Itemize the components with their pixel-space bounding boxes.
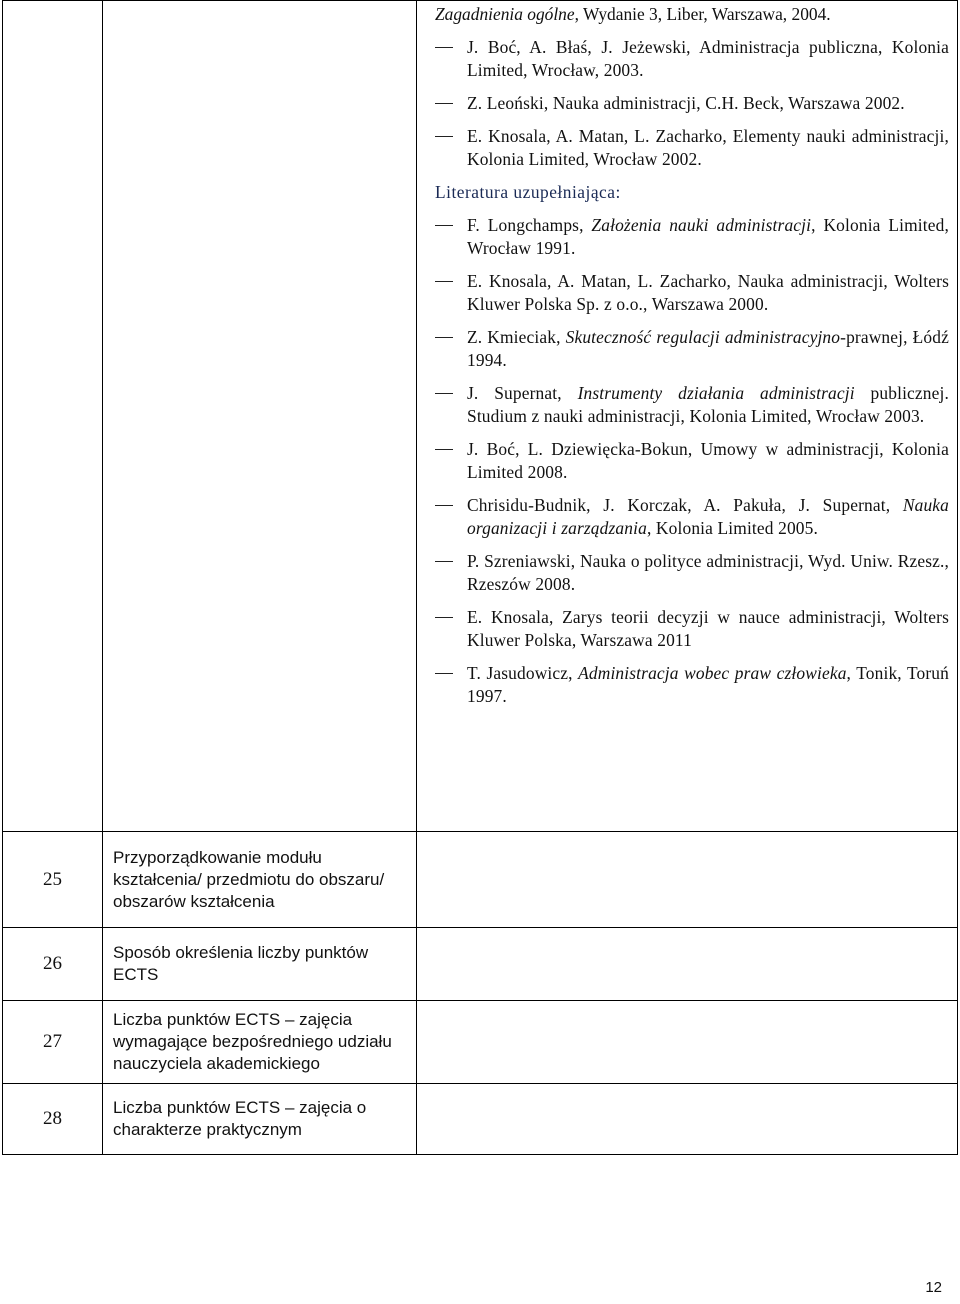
table-row xyxy=(3,1084,958,1155)
dash-bullet-icon xyxy=(435,281,453,282)
dash-bullet-icon xyxy=(435,505,453,506)
dash-bullet-icon xyxy=(435,561,453,562)
reference-item: J. Boć, A. Błaś, J. Jeżewski, Administracja publiczna, Kolonia Limited, Wrocław, 2003. xyxy=(435,36,949,82)
row-value xyxy=(417,1001,958,1084)
reference-lead-italic: Zagadnienia ogólne xyxy=(435,4,575,24)
row-label: Sposób określenia liczby punktów ECTS xyxy=(103,928,417,1001)
dash-bullet-icon xyxy=(435,337,453,338)
row-label-cell xyxy=(103,1,417,832)
supplementary-item: Z. Kmieciak, Skuteczność regulacji administracyjno-prawnej, Łódź 1994. xyxy=(435,326,949,372)
supplementary-item: Chrisidu-Budnik, J. Korczak, A. Pakuła, J. Supernat, Nauka organizacji i zarządzania, Kolonia Limited 2005. xyxy=(435,494,949,540)
supplementary-item: J. Supernat, Instrumenty działania administracji publicznej. Studium z nauki administracji, Kolonia Limited, Wrocław 2003. xyxy=(435,382,949,428)
supplementary-item: P. Szreniawski, Nauka o polityce administracji, Wyd. Uniw. Rzesz., Rzeszów 2008. xyxy=(435,550,949,596)
dash-bullet-icon xyxy=(435,449,453,450)
table-row xyxy=(3,832,958,928)
dash-bullet-icon xyxy=(435,103,453,104)
supplementary-item: E. Knosala, A. Matan, L. Zacharko, Nauka administracji, Wolters Kluwer Polska Sp. z o.o., Warszawa 2000. xyxy=(435,270,949,316)
supplementary-item: T. Jasudowicz, Administracja wobec praw człowieka, Tonik, Toruń 1997. xyxy=(435,662,949,708)
dash-bullet-icon xyxy=(435,673,453,674)
row-value xyxy=(417,928,958,1001)
table-row xyxy=(3,1001,958,1084)
row-label: Liczba punktów ECTS – zajęcia wymagające bezpośredniego udziału nauczyciela akademickiego xyxy=(103,1001,417,1084)
row-number: 28 xyxy=(3,1084,103,1155)
reference-item: E. Knosala, A. Matan, L. Zacharko, Elementy nauki administracji, Kolonia Limited, Wrocław 2002. xyxy=(435,125,949,171)
row-label: Przyporządkowanie modułu kształcenia/ przedmiotu do obszaru/ obszarów kształcenia xyxy=(103,832,417,928)
reference-lead xyxy=(435,3,949,26)
syllabus-table xyxy=(2,0,958,1155)
dash-bullet-icon xyxy=(435,225,453,226)
reference-item: Z. Leoński, Nauka administracji, C.H. Beck, Warszawa 2002. xyxy=(435,92,949,115)
literature-cell xyxy=(417,1,958,832)
supplementary-item: E. Knosala, Zarys teorii decyzji w nauce administracji, Wolters Kluwer Polska, Warszawa 2011 xyxy=(435,606,949,652)
supplementary-item: F. Longchamps, Założenia nauki administracji, Kolonia Limited, Wrocław 1991. xyxy=(435,214,949,260)
page-number: 12 xyxy=(925,1279,942,1296)
row-value xyxy=(417,832,958,928)
row-label: Liczba punktów ECTS – zajęcia o charakterze praktycznym xyxy=(103,1084,417,1155)
row-number: 26 xyxy=(3,928,103,1001)
table-row xyxy=(3,928,958,1001)
row-number: 25 xyxy=(3,832,103,928)
supplementary-heading: Literatura uzupełniająca: xyxy=(435,182,621,202)
dash-bullet-icon xyxy=(435,136,453,137)
row-value xyxy=(417,1084,958,1155)
row-number: 27 xyxy=(3,1001,103,1084)
dash-bullet-icon xyxy=(435,47,453,48)
row-number-cell xyxy=(3,1,103,832)
dash-bullet-icon xyxy=(435,393,453,394)
supplementary-item: J. Boć, L. Dziewięcka-Bokun, Umowy w administracji, Kolonia Limited 2008. xyxy=(435,438,949,484)
literature-row xyxy=(3,1,958,832)
dash-bullet-icon xyxy=(435,617,453,618)
reference-lead-rest: , Wydanie 3, Liber, Warszawa, 2004. xyxy=(574,4,831,24)
